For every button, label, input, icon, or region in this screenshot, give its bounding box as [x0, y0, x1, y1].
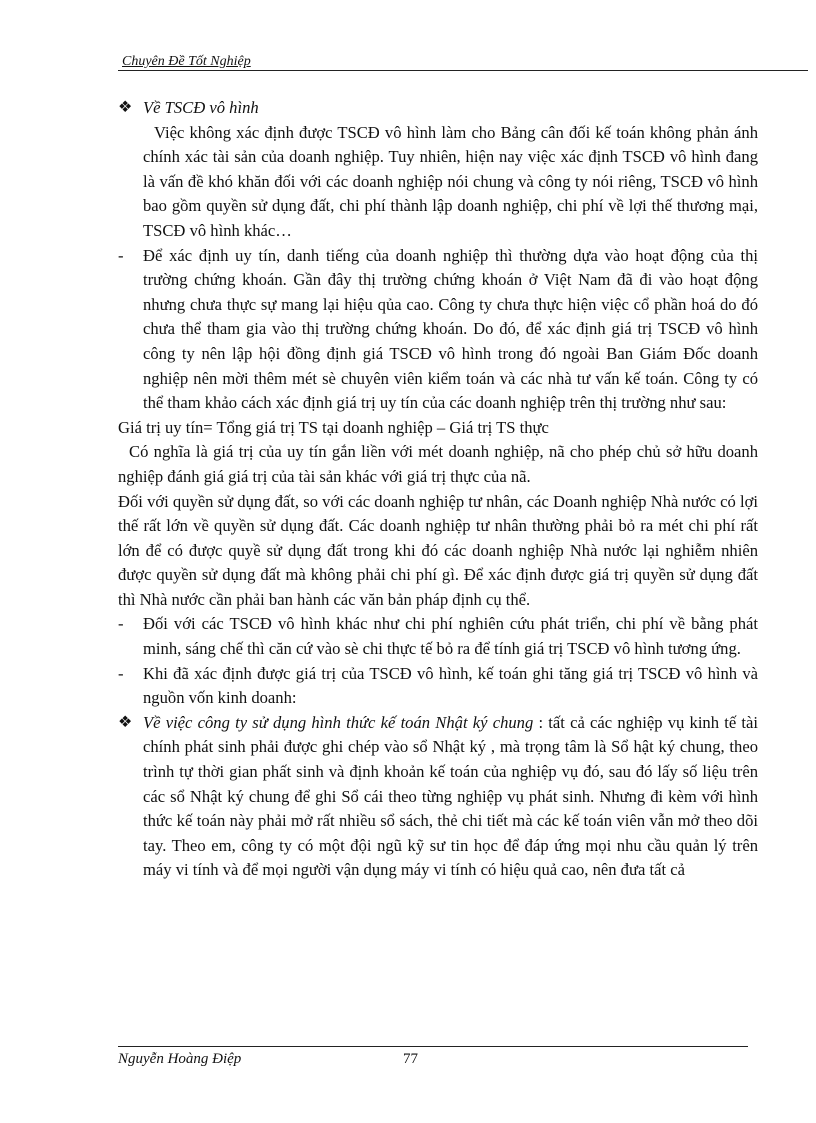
meaning-paragraph: Có nghĩa là giá trị của uy tín gắn liền với mét doanh nghiệp, nã cho phép chủ sở hữu doanh nghiệp đánh giá giá trị của tài sản khác với giá trị thực của nã.: [118, 442, 758, 486]
list-item: [118, 244, 758, 416]
page-header: [118, 52, 808, 71]
list-item-text: Để xác định uy tín, danh tiếng của doanh nghiệp thì thường dựa vào hoạt động của thị trường chứng khoán. Gần đây thị trường chứng khoán ở Việt Nam đã đi vào hoạt động nhưng chưa thực sự mang lại hiệu qủa cao. Công ty chưa thực hiện việc cổ phần hoá do đó chưa thể tham gia vào thị trường chứng khoán. Do đó, để xác định giá trị TSCĐ vô hình công ty nên lập hội đồng định giá TSCĐ vô hình trong đó ngoài Ban Giám Đốc doanh nghiệp nên mời thêm mét sè chuyên viên kiểm toán và các nhà tư vấn kế toán. Công ty có thể tham khảo cách xác định giá trị uy tín của các doanh nghiệp trên thị trường như sau:: [143, 245, 758, 413]
dash-bullet: -: [118, 614, 124, 634]
footer-author: Nguyễn Hoàng Điệp: [118, 1051, 242, 1067]
footer-divider: [118, 1046, 748, 1047]
section-general-journal: [118, 711, 758, 883]
list-item: [118, 662, 758, 711]
diamond-bullet-icon: ❖: [118, 713, 133, 731]
section-title: Về TSCĐ vô hình: [143, 98, 259, 117]
list-item-text: Đối với các TSCĐ vô hình khác như chi phí nghiên cứu phát triển, chi phí về bằng phát minh, sáng chế thì căn cứ vào sè chi thực tế bỏ ra để tính giá trị TSCĐ vô hình tương ứng.: [143, 614, 758, 659]
land-use-paragraph: Đối với quyền sử dụng đất, so với các doanh nghiệp tư nhân, các Doanh nghiệp Nhà nước có lợi thế rất lớn về quyền sử dụng đất. Các doanh nghiệp tư nhân thường phải bỏ ra mét chi phí rất lớn để có được quyề sử dụng đất trong khi đó các doanh nghiệp Nhà nước lại nghiễm nhiên được quyền sử dụng đất mà không phải chi phí gì. Để xác định được giá trị quyền sử dụng đất thì Nhà nước cần phải ban hành các văn bản pháp định cụ thể.: [118, 491, 758, 609]
diamond-bullet-icon: ❖: [118, 99, 133, 116]
list-item-text: Khi đã xác định được giá trị của TSCĐ vô hình, kế toán ghi tăng giá trị TSCĐ vô hình và nguồn vốn kinh doanh:: [143, 663, 758, 708]
list-item: [118, 612, 758, 661]
section-title: Về việc công ty sử dụng hình thức kế toán Nhật ký chung: [143, 712, 534, 732]
page-number: 77: [403, 1051, 418, 1067]
dash-bullet: -: [118, 663, 124, 683]
page-content: [118, 96, 758, 883]
header-title: Chuyên Đề Tốt Nghiệp: [122, 54, 251, 69]
dash-bullet: -: [118, 245, 124, 265]
goodwill-formula: Giá trị uy tín= Tổng giá trị TS tại doanh nghiệp – Giá trị TS thực: [118, 417, 549, 437]
intro-paragraph: Việc không xác định được TSCĐ vô hình làm cho Bảng cân đối kế toán không phản ánh chính xác tài sản của doanh nghiệp. Tuy nhiên, hiện nay việc xác định TSCĐ vô hình đang là vấn đề khó khăn đối với các doanh nghiệp nói chung và công ty nói riêng, TSCĐ vô hình bao gồm quyền sử dụng đất, chi phí thành lập doanh nghiệp, chi phí về lợi thế thương mại, TSCĐ vô hình khác…: [143, 122, 758, 240]
section-heading-intangible-assets: [118, 96, 758, 121]
section-body: : tất cả các nghiệp vụ kinh tế tài chính phát sinh phải được ghi chép vào sổ Nhật ký , mà trọng tâm là Sổ hật ký chung, theo trình tự thời gian phất sinh và định khoản kế toán của nghiệp vụ đó, sau đó lấy số liệu trên các sổ Nhật ký chung để ghi Sổ cái theo từng nghiệp vụ phát sinh. Nhưng đi kèm với hình thức kế toán này phải mở rất nhiều sổ sách, thẻ chi tiết mà các kế toán viên vẫn mở theo dõi tay. Theo em, công ty có một đội ngũ kỹ sư tin học để đáp ứng mọi nhu cầu quản lý trên máy vi tính và để mọi người vận dụng máy vi tính có hiệu quả cao, nên đưa tất cả: [143, 712, 759, 880]
